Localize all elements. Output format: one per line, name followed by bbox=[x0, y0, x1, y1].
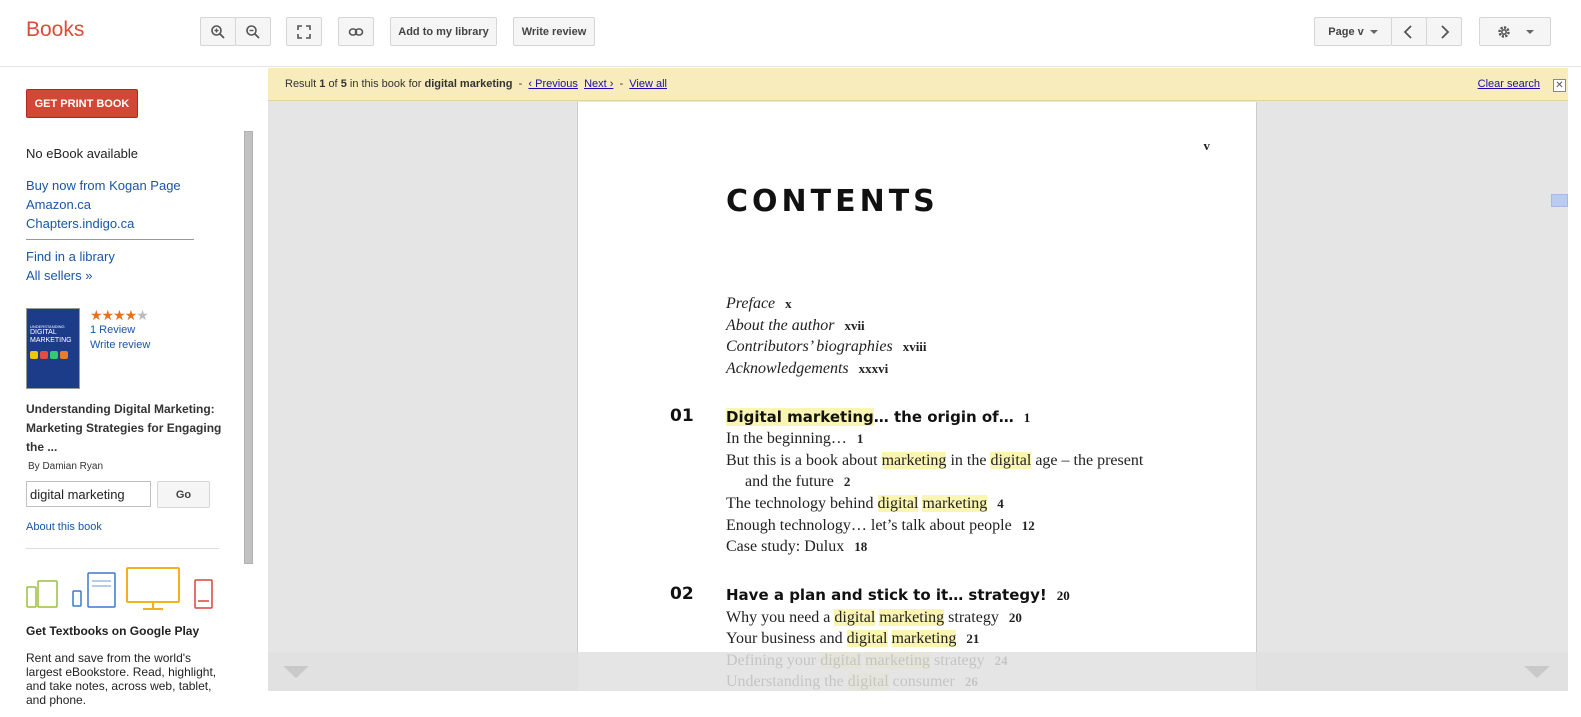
cover-art bbox=[30, 351, 76, 359]
previous-result-link[interactable]: ‹ Previous bbox=[528, 78, 578, 90]
gear-icon bbox=[1496, 24, 1512, 40]
scroll-down-left-icon[interactable] bbox=[283, 666, 309, 678]
toc-entry: and the future 2 bbox=[745, 473, 851, 490]
toc-entry: Preface x bbox=[726, 295, 792, 312]
toc-entry: Acknowledgements xxxvi bbox=[726, 360, 889, 377]
go-button[interactable]: Go bbox=[157, 481, 210, 508]
book-page bbox=[577, 102, 1257, 691]
search-in-book-input[interactable] bbox=[26, 481, 151, 507]
chapter-title: Have a plan and stick to it… strategy! 20 bbox=[726, 586, 1070, 604]
find-in-library-link[interactable]: Find in a library bbox=[26, 249, 115, 264]
book-cover-thumbnail[interactable] bbox=[26, 308, 80, 389]
book-author: By Damian Ryan bbox=[28, 461, 104, 472]
toc-entry: Enough technology… let’s talk about people 12 bbox=[726, 517, 1035, 534]
write-review-button[interactable]: Write review bbox=[513, 17, 595, 46]
search-query: digital marketing bbox=[424, 78, 513, 90]
books-logo[interactable]: Books bbox=[26, 18, 85, 41]
next-result-link[interactable]: Next › bbox=[584, 78, 614, 90]
no-ebook-text: No eBook available bbox=[26, 146, 139, 161]
toc-entry: The technology behind digital marketing 4 bbox=[726, 495, 1004, 512]
page-select-dropdown[interactable] bbox=[1314, 17, 1392, 46]
fullscreen-icon bbox=[296, 24, 312, 40]
chapter-title: Digital marketing… the origin of… 1 bbox=[726, 408, 1031, 426]
clear-search-link[interactable]: Clear search bbox=[1477, 78, 1540, 90]
divider bbox=[26, 548, 219, 549]
fullscreen-button[interactable] bbox=[286, 17, 322, 46]
rating-stars: ★★★★★ bbox=[90, 307, 148, 323]
toc-entry: Why you need a digital marketing strategy 20 bbox=[726, 609, 1022, 626]
book-sidebar bbox=[0, 68, 268, 717]
get-print-book-button[interactable]: GET PRINT BOOK bbox=[26, 89, 138, 118]
write-review-link[interactable]: Write review bbox=[90, 339, 151, 351]
seller-link-kogan[interactable]: Buy now from Kogan Page bbox=[26, 178, 181, 193]
cover-title: UNDERSTANDING DIGITAL MARKETING bbox=[30, 324, 72, 344]
link-button[interactable] bbox=[338, 17, 374, 46]
sidebar-scrollbar[interactable] bbox=[244, 131, 253, 564]
toc-entry: Contributors’ biographies xviii bbox=[726, 338, 927, 355]
page-scroll-thumb[interactable] bbox=[1551, 194, 1568, 207]
toc-entry: Your business and digital marketing 21 bbox=[726, 630, 980, 647]
zoom-out-icon bbox=[245, 24, 261, 40]
search-results-summary: Result 1 of 5 in this book for digital marketing - ‹ Previous Next › - View all bbox=[285, 78, 668, 90]
view-all-link[interactable]: View all bbox=[629, 78, 668, 90]
toc-entry: In the beginning… 1 bbox=[726, 430, 864, 447]
chevron-right-icon bbox=[1436, 24, 1452, 40]
about-this-book-link[interactable]: About this book bbox=[26, 521, 102, 533]
page-number: v bbox=[1203, 138, 1210, 153]
seller-link-amazon[interactable]: Amazon.ca bbox=[26, 197, 92, 212]
add-to-library-button[interactable]: Add to my library bbox=[390, 17, 497, 46]
zoom-in-button[interactable] bbox=[200, 17, 236, 46]
page-heading: CONTENTS bbox=[726, 184, 939, 219]
chapter-number: 01 bbox=[670, 406, 694, 426]
zoom-out-button[interactable] bbox=[235, 17, 271, 46]
top-toolbar bbox=[0, 0, 1581, 67]
close-icon[interactable]: ✕ bbox=[1553, 79, 1566, 92]
all-sellers-link[interactable]: All sellers » bbox=[26, 268, 93, 283]
chapter-number: 02 bbox=[670, 584, 694, 604]
divider bbox=[26, 239, 194, 240]
book-viewer[interactable] bbox=[268, 68, 1568, 691]
next-page-button[interactable] bbox=[1426, 17, 1462, 46]
search-results-bar bbox=[268, 68, 1568, 101]
seller-link-indigo[interactable]: Chapters.indigo.ca bbox=[26, 216, 135, 231]
toc-entry: Case study: Dulux 18 bbox=[726, 538, 868, 555]
toc-entry: But this is a book about marketing in the digital age – the present bbox=[726, 452, 1144, 469]
link-icon bbox=[348, 24, 364, 40]
page-select-label: Page v bbox=[1328, 25, 1364, 38]
settings-button[interactable] bbox=[1479, 17, 1551, 46]
review-count-link[interactable]: 1 Review bbox=[90, 324, 136, 336]
toc-entry: About the author xvii bbox=[726, 317, 865, 334]
chevron-left-icon bbox=[1401, 24, 1417, 40]
previous-page-button[interactable] bbox=[1391, 17, 1427, 46]
page-nav-overlay bbox=[268, 652, 1568, 691]
devices-illustration-icon bbox=[26, 567, 216, 611]
promo-text: Rent and save from the world's largest eBookstore. Read, highlight, and take notes, across web, tablet, and phone. bbox=[26, 651, 217, 707]
chevron-down-icon bbox=[1370, 30, 1378, 34]
chevron-down-icon bbox=[1526, 30, 1534, 34]
zoom-in-icon bbox=[210, 24, 226, 40]
scroll-down-right-icon[interactable] bbox=[1524, 666, 1550, 678]
promo-title[interactable]: Get Textbooks on Google Play bbox=[26, 624, 200, 638]
book-title: Understanding Digital Marketing: Marketing Strategies for Engaging the ... bbox=[26, 402, 222, 454]
